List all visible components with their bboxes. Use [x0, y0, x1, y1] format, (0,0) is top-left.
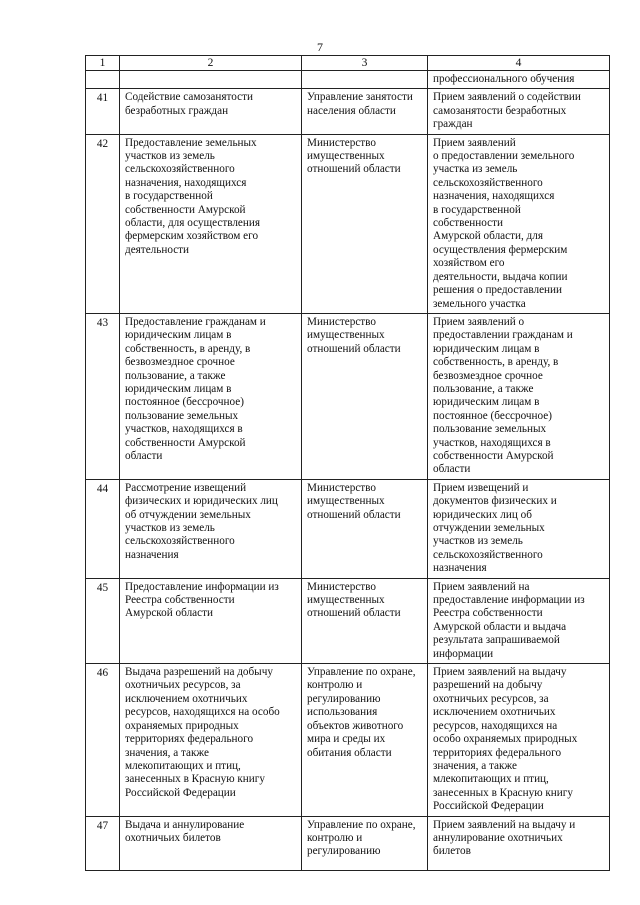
service-name: Предоставление земельных участков из земель сельскохозяйственного назначения, находящихся в государственной собственности Амурской области, для осуществления фермерским хозяйством его деятельности: [120, 134, 302, 313]
authority-name: Министерство имущественных отношений области: [302, 134, 428, 313]
cell-empty: [86, 71, 120, 89]
service-name: Выдача разрешений на добычу охотничьих ресурсов, за исключением охотничьих ресурсов, находящихся на особо охраняемых природных территориях федерального значения, а также млекопитающих и птиц, занесенных в Красную книгу Российской Федерации: [120, 664, 302, 816]
service-result: Прием заявлений на предоставление информации из Реестра собственности Амурской области и выдача результата запрашиваемой информации: [428, 578, 610, 663]
table-row: [86, 479, 610, 578]
authority-name: Министерство имущественных отношений области: [302, 578, 428, 663]
header-col-2: 2: [120, 56, 302, 71]
table-row: [86, 89, 610, 134]
header-col-1: 1: [86, 56, 120, 71]
row-number: 43: [86, 313, 120, 479]
table-header-row: [86, 56, 610, 71]
row-number: 47: [86, 816, 120, 870]
row-number: 46: [86, 664, 120, 816]
service-name: Рассмотрение извещений физических и юридических лиц об отчуждении земельных участков из земель сельскохозяйственного назначения: [120, 479, 302, 578]
continuation-text: профессионального обучения: [428, 71, 610, 89]
authority-name: Управление по охране, контролю и регулированию использования объектов животного мира и среды их обитания области: [302, 664, 428, 816]
service-name: Предоставление гражданам и юридическим лицам в собственность, в аренду, в безвозмездное срочное пользование, а также юридическим лицам в постоянное (бессрочное) пользование земельных участков, находящихся в собственности Амурской области: [120, 313, 302, 479]
table-row: [86, 134, 610, 313]
service-result: Прием заявлений о содействии самозанятости безработных граждан: [428, 89, 610, 134]
header-col-4: 4: [428, 56, 610, 71]
service-name: Выдача и аннулирование охотничьих билетов: [120, 816, 302, 870]
table-row: [86, 664, 610, 816]
service-result: Прием заявлений на выдачу разрешений на добычу охотничьих ресурсов, за исключением охотничьих ресурсов, находящихся на особо охраняемых природных территориях федерального значения, а также млекопитающих и птиц, занесенных в Красную книгу Российской Федерации: [428, 664, 610, 816]
table-row: [86, 816, 610, 870]
authority-name: Министерство имущественных отношений области: [302, 479, 428, 578]
table-row: [86, 578, 610, 663]
row-number: 41: [86, 89, 120, 134]
row-number: 42: [86, 134, 120, 313]
cell-empty: [120, 71, 302, 89]
row-number: 44: [86, 479, 120, 578]
cell-empty: [302, 71, 428, 89]
service-result: Прием заявлений о предоставлении гражданам и юридическим лицам в собственность, в аренду, в безвозмездное срочное пользование, а также юридическим лицам в постоянное (бессрочное) пользование земельных участков, находящихся в собственности Амурской области: [428, 313, 610, 479]
service-result: Прием извещений и документов физических и юридических лиц об отчуждении земельных участков из земель сельскохозяйственного назначения: [428, 479, 610, 578]
authority-name: Министерство имущественных отношений области: [302, 313, 428, 479]
service-name: Предоставление информации из Реестра собственности Амурской области: [120, 578, 302, 663]
service-result: Прием заявлений на выдачу и аннулирование охотничьих билетов: [428, 816, 610, 870]
row-number: 45: [86, 578, 120, 663]
header-col-3: 3: [302, 56, 428, 71]
authority-name: Управление занятости населения области: [302, 89, 428, 134]
services-table: [85, 55, 610, 871]
service-result: Прием заявлений о предоставлении земельного участка из земель сельскохозяйственного назначения, находящихся в государственной собственности Амурской области, для осуществления фермерским хозяйством его деятельности, выдача копии решения о предоставлении земельного участка: [428, 134, 610, 313]
authority-name: Управление по охране, контролю и регулированию: [302, 816, 428, 870]
continuation-row: [86, 71, 610, 89]
page-number: 7: [317, 40, 323, 54]
table-row: [86, 313, 610, 479]
service-name: Содействие самозанятости безработных граждан: [120, 89, 302, 134]
